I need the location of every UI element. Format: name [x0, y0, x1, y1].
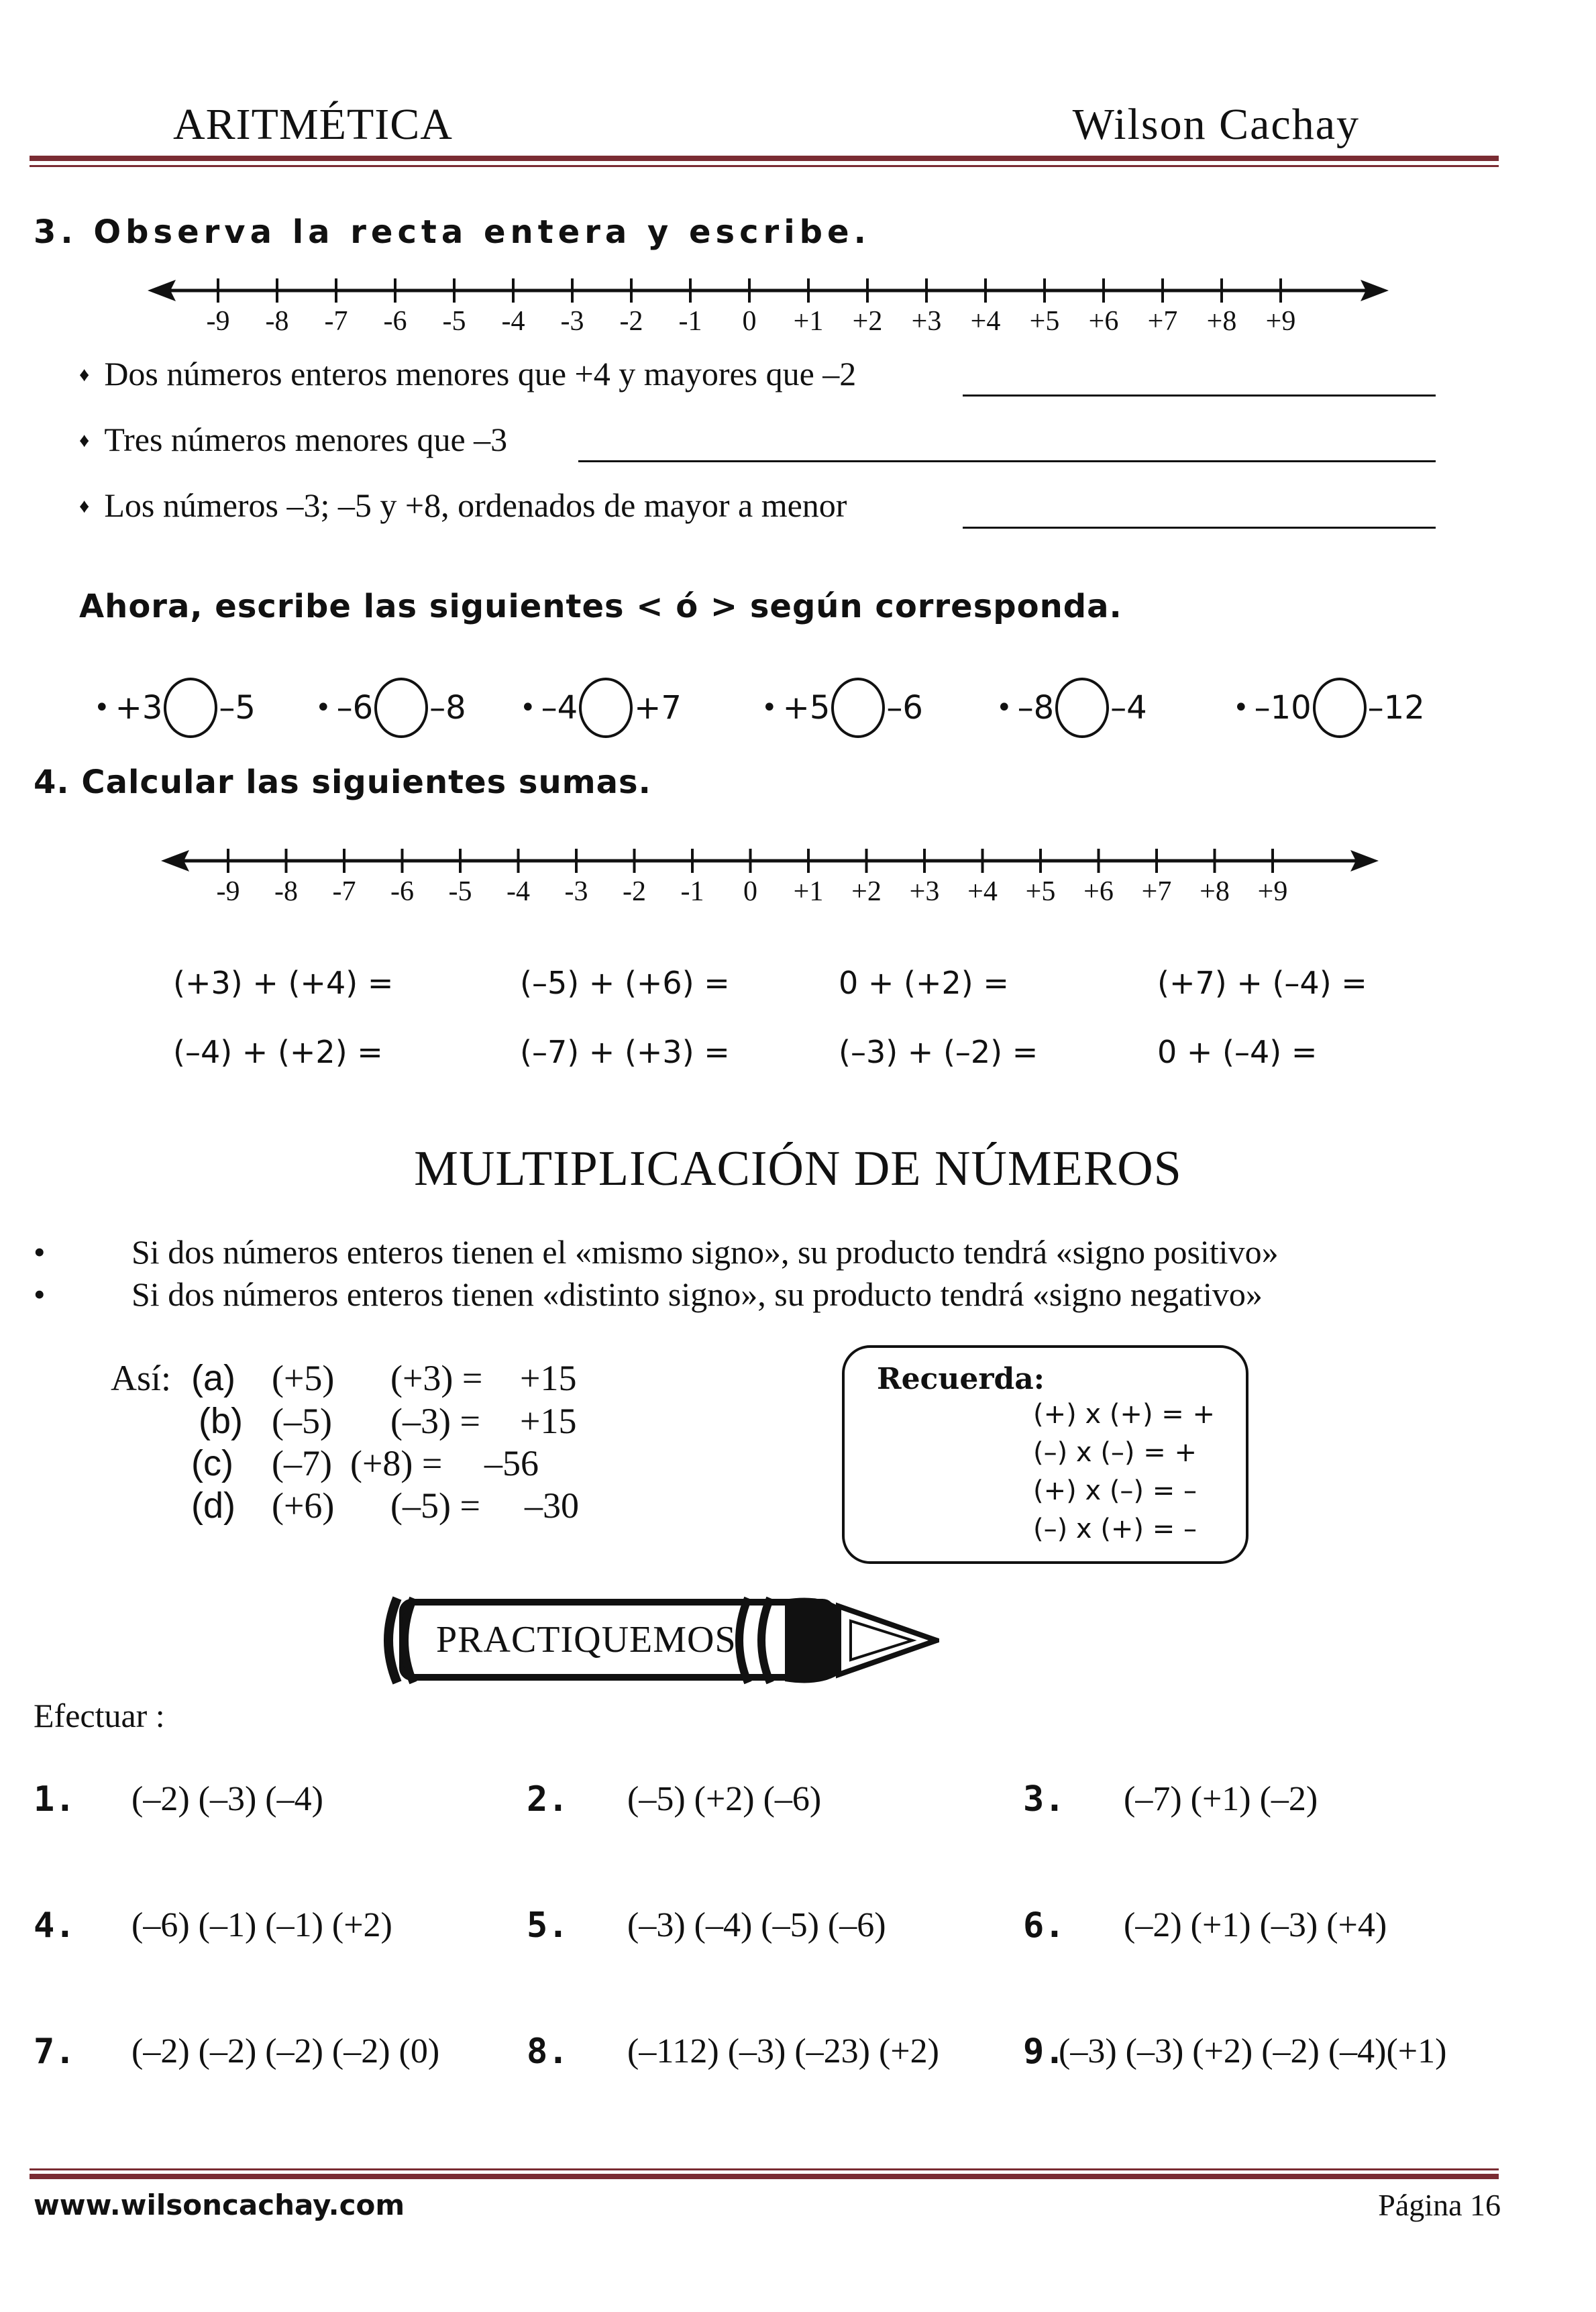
compare-item: • –10 –12	[1233, 678, 1425, 738]
bullet-2-text: Tres números menores que –3	[104, 421, 508, 458]
answer-blank-3[interactable]	[963, 493, 1436, 529]
recuerda-title: Recuerda:	[877, 1362, 1045, 1396]
problem-number: 3.	[1023, 1779, 1065, 1820]
number-line-label: -2	[619, 306, 643, 337]
number-line-label: +4	[970, 306, 1001, 337]
number-line-label: 0	[743, 876, 757, 907]
diamond-bullet-icon: ♦	[79, 429, 90, 452]
header-rule-thin	[30, 165, 1499, 167]
number-line-label: -3	[564, 876, 588, 907]
examples-label: Así:	[111, 1358, 172, 1398]
compare-answer-circle[interactable]	[1055, 678, 1109, 738]
compare-heading: Ahora, escribe las siguientes < ó > según corresponda.	[79, 588, 1122, 625]
number-line-label: -7	[324, 306, 348, 337]
example-tag: (b)	[199, 1401, 243, 1441]
compare-answer-circle[interactable]	[374, 678, 428, 738]
sum-item: (+3) + (+4) =	[173, 965, 394, 1001]
sign-rule: (–) x (+) = –	[1033, 1514, 1197, 1544]
example-factor: (–5)	[272, 1401, 332, 1441]
sum-item: 0 + (–4) =	[1157, 1034, 1318, 1070]
problem-expression: (–112) (–3) (–23) (+2)	[627, 2032, 939, 2070]
diamond-bullet-icon: ♦	[79, 495, 90, 517]
number-line-label: -2	[623, 876, 646, 907]
example-tag: (a)	[191, 1358, 235, 1398]
header-author: Wilson Cachay	[1072, 100, 1360, 149]
number-line-label: -5	[442, 306, 466, 337]
bullet-3-text: Los números –3; –5 y +8, ordenados de mayor a menor	[104, 486, 847, 524]
problem-expression: (–3) (–4) (–5) (–6)	[627, 1906, 886, 1944]
footer-website-link[interactable]: www.wilsoncachay.com	[34, 2189, 405, 2221]
number-line-label: +8	[1200, 876, 1230, 907]
number-line-label: -1	[678, 306, 702, 337]
problem-expression: (–5) (+2) (–6)	[627, 1780, 822, 1818]
problem-expression: (–2) (+1) (–3) (+4)	[1124, 1906, 1387, 1944]
number-line-label: -7	[332, 876, 356, 907]
sign-rule: (+) x (+) = +	[1033, 1399, 1216, 1430]
number-line-label: 0	[742, 306, 757, 337]
compare-answer-circle[interactable]	[831, 678, 885, 738]
efectuar-instruction: Efectuar :	[34, 1697, 165, 1734]
number-line-label: -1	[680, 876, 704, 907]
compare-item: • +3 –5	[94, 678, 256, 738]
answer-blank-2[interactable]	[578, 427, 1436, 462]
number-line-label: -9	[216, 876, 240, 907]
problem-number: 5.	[527, 1905, 569, 1946]
multiplication-title: MULTIPLICACIÓN DE NÚMEROS	[414, 1141, 1182, 1196]
header-title: ARITMÉTICA	[173, 100, 453, 149]
bullet-1-text: Dos números enteros menores que +4 y mayores que –2	[104, 355, 857, 392]
number-line-2-labels	[0, 876, 1596, 916]
diamond-bullet-icon: ♦	[79, 364, 90, 386]
number-line-label: +3	[911, 306, 942, 337]
number-line-label: +3	[909, 876, 940, 907]
example-factor: (+6)	[272, 1485, 335, 1526]
number-line-label: -4	[507, 876, 530, 907]
example-factor: (+8) =	[350, 1443, 443, 1483]
problem-number: 7.	[34, 2032, 76, 2072]
number-line-label: -3	[560, 306, 584, 337]
number-line-label: +9	[1265, 306, 1296, 337]
problem-expression: (–3) (–3) (+2) (–2) (–4)(+1)	[1059, 2032, 1447, 2070]
bullet-2	[79, 420, 507, 459]
sum-item: (–7) + (+3) =	[520, 1034, 730, 1070]
number-line-label: +1	[793, 306, 824, 337]
answer-blank-1[interactable]	[963, 361, 1436, 397]
rule-bullet-2: •	[34, 1275, 46, 1313]
sum-item: 0 + (+2) =	[839, 965, 1009, 1001]
footer-rule-thin	[30, 2168, 1499, 2170]
number-line-label: +6	[1088, 306, 1119, 337]
sum-item: (–5) + (+6) =	[520, 965, 730, 1001]
problem-number: 9.	[1023, 2032, 1065, 2072]
bullet-3	[79, 486, 847, 525]
number-line-1-labels	[0, 305, 1596, 346]
sum-item: (+7) + (–4) =	[1157, 965, 1367, 1001]
number-line-label: -5	[448, 876, 472, 907]
section-4-heading: 4. Calcular las siguientes sumas.	[34, 764, 651, 801]
example-result: +15	[520, 1401, 577, 1441]
page-number: Página 16	[1378, 2188, 1501, 2222]
compare-item: • –4 +7	[520, 678, 682, 738]
sum-item: (–3) + (–2) =	[839, 1034, 1039, 1070]
number-line-label: -6	[383, 306, 407, 337]
compare-item: • –6 –8	[315, 678, 466, 738]
rule-2-text: Si dos números enteros tienen «distinto signo», su producto tendrá «signo negativo»	[131, 1275, 1263, 1313]
example-factor: (+3) =	[390, 1358, 483, 1398]
footer-rule	[30, 2174, 1499, 2179]
compare-answer-circle[interactable]	[579, 678, 633, 738]
header-rule	[30, 156, 1499, 161]
sign-rule: (+) x (–) = –	[1033, 1475, 1197, 1506]
problem-expression: (–2) (–2) (–2) (–2) (0)	[131, 2032, 440, 2070]
practiquemos-label: PRACTIQUEMOS	[436, 1619, 737, 1661]
bullet-1	[79, 354, 856, 393]
number-line-label: -9	[206, 306, 230, 337]
problem-number: 8.	[527, 2032, 569, 2072]
problem-expression: (–6) (–1) (–1) (+2)	[131, 1906, 392, 1944]
example-factor: (–5) =	[390, 1485, 480, 1526]
number-line-label: +5	[1025, 876, 1056, 907]
rule-1-text: Si dos números enteros tienen el «mismo signo», su producto tendrá «signo positivo»	[131, 1233, 1279, 1271]
compare-item: • –8 –4	[996, 678, 1147, 738]
example-factor: (–3) =	[390, 1401, 480, 1441]
number-line-label: +8	[1206, 306, 1237, 337]
number-line-label: +7	[1141, 876, 1172, 907]
compare-item: • +5 –6	[761, 678, 923, 738]
example-result: +15	[520, 1358, 577, 1398]
problem-number: 6.	[1023, 1905, 1065, 1946]
example-tag: (d)	[191, 1485, 235, 1526]
example-result: –56	[484, 1443, 539, 1483]
number-line-label: -8	[274, 876, 298, 907]
number-line-label: +4	[967, 876, 998, 907]
sign-rule: (–) x (–) = +	[1033, 1437, 1197, 1468]
example-tag: (c)	[191, 1443, 233, 1483]
number-line-label: +2	[852, 306, 883, 337]
problem-number: 4.	[34, 1905, 76, 1946]
sum-item: (–4) + (+2) =	[173, 1034, 383, 1070]
section-3-heading: 3. Observa la recta entera y escribe.	[34, 213, 871, 251]
number-line-label: -4	[501, 306, 525, 337]
number-line-label: +6	[1083, 876, 1114, 907]
example-result: –30	[525, 1485, 579, 1526]
problem-number: 2.	[527, 1779, 569, 1820]
problem-number: 1.	[34, 1779, 76, 1820]
number-line-label: +5	[1029, 306, 1060, 337]
number-line-label: +7	[1147, 306, 1178, 337]
problem-expression: (–7) (+1) (–2)	[1124, 1780, 1318, 1818]
number-line-label: +1	[793, 876, 824, 907]
compare-answer-circle[interactable]	[1313, 678, 1367, 738]
number-line-label: -8	[265, 306, 289, 337]
compare-answer-circle[interactable]	[164, 678, 217, 738]
number-line-label: +2	[851, 876, 882, 907]
problem-expression: (–2) (–3) (–4)	[131, 1780, 323, 1818]
rule-bullet-1: •	[34, 1233, 46, 1271]
example-factor: (–7)	[272, 1443, 332, 1483]
number-line-label: -6	[390, 876, 414, 907]
number-line-label: +9	[1257, 876, 1288, 907]
example-factor: (+5)	[272, 1358, 335, 1398]
